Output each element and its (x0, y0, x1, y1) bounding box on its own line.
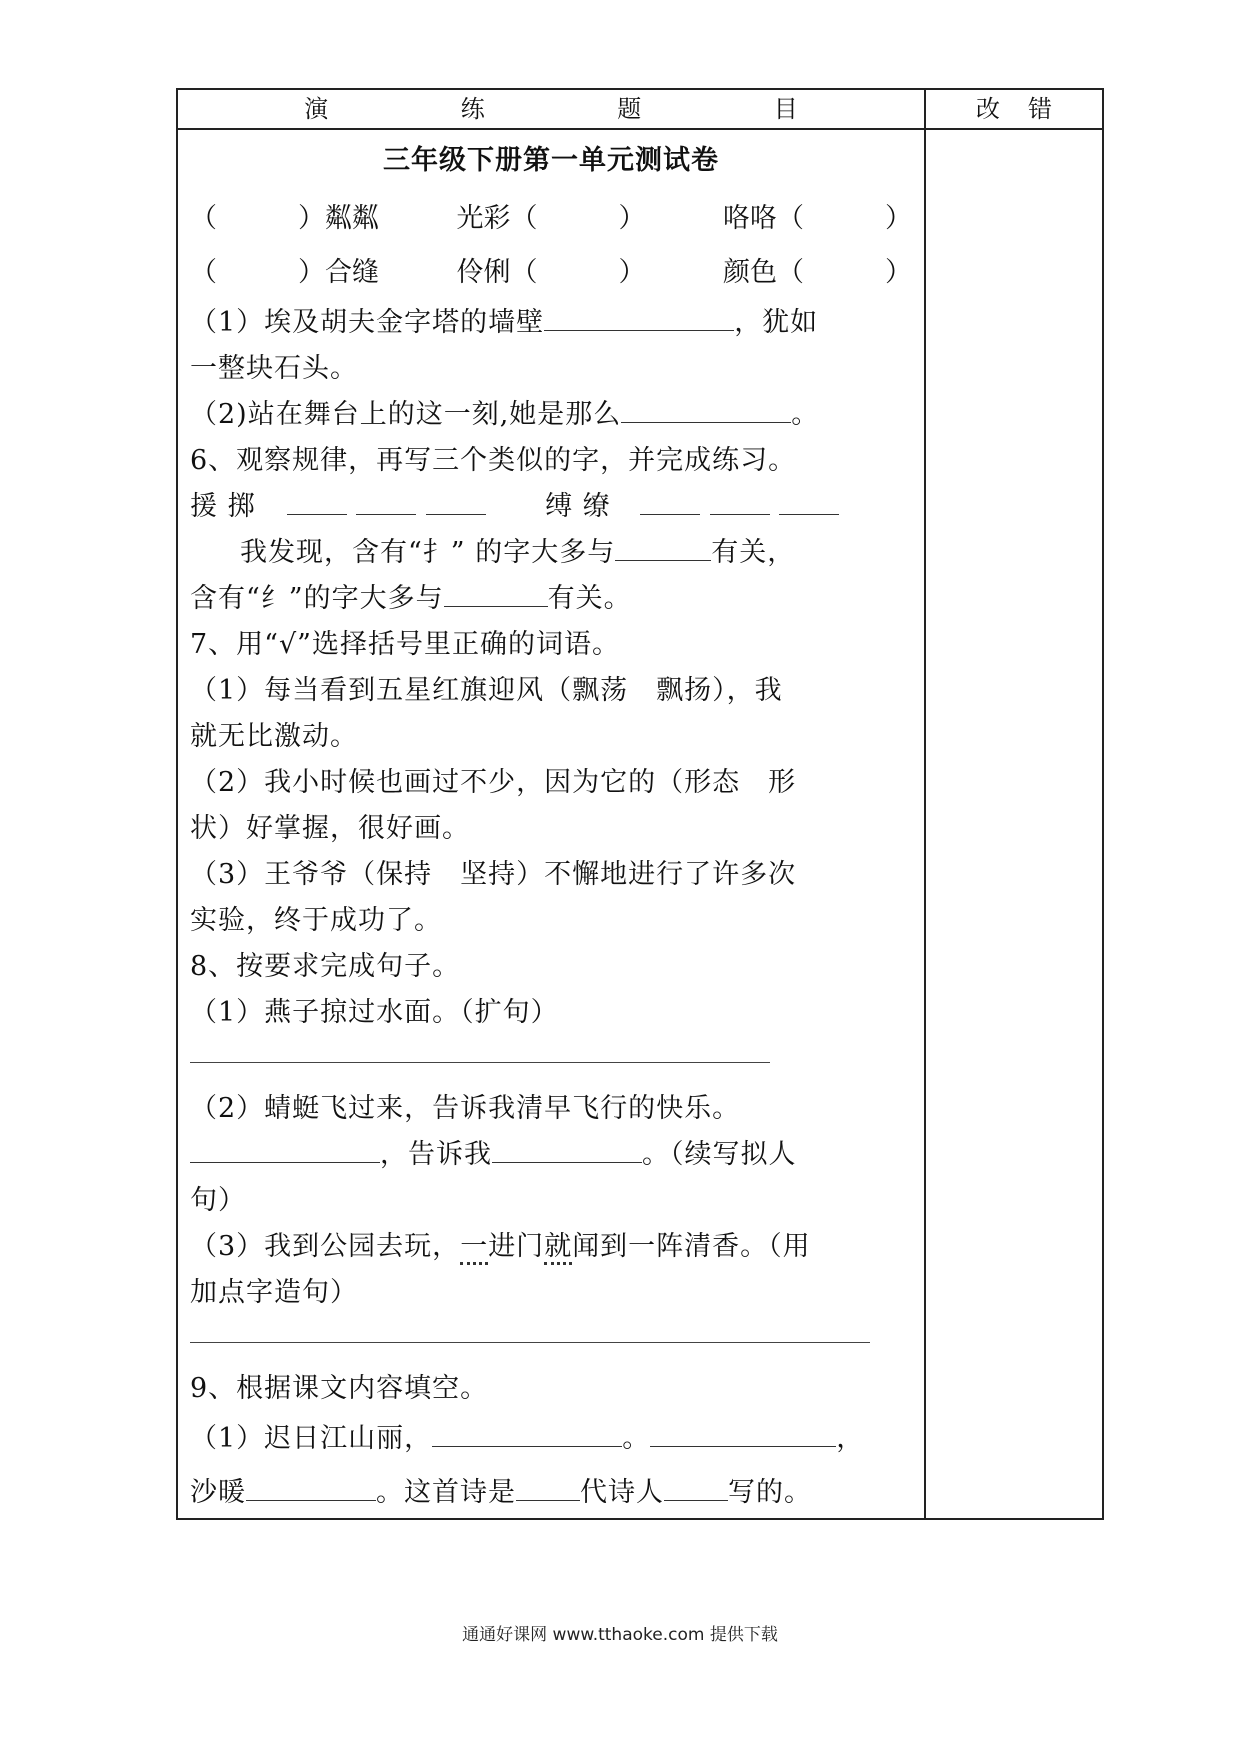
header-char: 演 (304, 95, 329, 123)
answer-blank[interactable] (650, 1416, 836, 1447)
q5-s1-text: （1）埃及胡夫金字塔的墙壁 (190, 307, 545, 338)
q9-s2-a: 。这首诗是 (376, 1477, 516, 1508)
answer-blank[interactable] (710, 484, 770, 515)
header-correction: 改错 (976, 95, 1080, 123)
q8-s1: （1）燕子掠过水面。（扩句） (190, 997, 559, 1028)
q6-find-1-end: 有关， (711, 537, 796, 568)
worksheet-table (176, 88, 1104, 1520)
answer-blank[interactable] (426, 484, 486, 515)
answer-blank[interactable] (246, 1470, 376, 1501)
answer-blank[interactable] (356, 484, 416, 515)
q5-s2-end: 。 (791, 399, 820, 430)
q7-s2b: 状）好掌握，很好画。 (190, 813, 470, 844)
q8-s2-cont: 句） (190, 1185, 246, 1216)
q9-s2 (190, 1466, 912, 1520)
q8-s3 (190, 1224, 912, 1270)
q9-s1-text: （1）迟日江山丽， (190, 1423, 433, 1454)
answer-blank[interactable] (444, 576, 548, 607)
q8-s3-cont: 加点字造句） (190, 1277, 358, 1308)
answer-line[interactable] (190, 1316, 912, 1366)
word-pair: （ ）粼粼 (190, 203, 379, 234)
q5-s1-end: ，犹如 (734, 307, 819, 338)
q5-sentence-1 (190, 300, 912, 346)
word-pair-row (190, 246, 912, 300)
answer-blank[interactable] (664, 1470, 728, 1501)
q6-find-2-text: 含有“纟”的字大多与 (190, 583, 444, 614)
q7-s2a: （2）我小时候也画过不少，因为它的（形态 形 (190, 767, 797, 798)
answer-blank[interactable] (190, 1132, 380, 1163)
q8-s3-pre: （3）我到公园去玩， (190, 1231, 461, 1262)
q9-s1-end: ， (836, 1423, 865, 1454)
q8-s2-end: 。（续写拟人 (642, 1139, 797, 1170)
q5-s2-text: （2)站在舞台上的这一刻,她是那么 (190, 399, 622, 430)
answer-blank[interactable] (615, 530, 711, 561)
q5-sentence-2 (190, 392, 912, 438)
header-char: 题 (617, 95, 642, 123)
header-exercise-title (178, 90, 924, 128)
q5-sentence-1-cont: 一整块石头。 (190, 353, 358, 384)
q8-s2: （2）蜻蜓飞过来，告诉我清早飞行的快乐。 (190, 1093, 741, 1124)
word-pair: 咯咯（ ） (723, 203, 912, 234)
answer-blank[interactable] (621, 392, 791, 423)
header-char: 目 (773, 95, 798, 123)
q6-characters (190, 484, 912, 530)
q8-s3-mid: 进门 (488, 1231, 545, 1262)
word-pair: 光彩（ ） (456, 203, 646, 234)
q9-s1 (190, 1412, 912, 1466)
header-char: 练 (460, 95, 485, 123)
q8-s2-fill (190, 1132, 912, 1178)
exercise-content (190, 130, 912, 1520)
dotted-char: 一 (460, 1231, 488, 1265)
q6-find-1-text: 我发现，含有“扌” 的字大多与 (240, 537, 616, 568)
answer-blank[interactable] (516, 1470, 580, 1501)
word-pair: 伶俐（ ） (456, 257, 646, 288)
q8-s2-mid: ，告诉我 (380, 1139, 492, 1170)
q9-s1-sep: 。 (622, 1423, 651, 1454)
q9-s2-text: 沙暖 (190, 1477, 246, 1508)
q7-s1a: （1）每当看到五星红旗迎风（飘荡 飘扬），我 (190, 675, 783, 706)
answer-blank[interactable] (779, 484, 839, 515)
q6-find-2-end: 有关。 (547, 583, 632, 614)
q8-s3-post: 闻到一阵清香。（用 (572, 1231, 811, 1262)
answer-blank[interactable] (492, 1132, 642, 1163)
answer-blank[interactable] (432, 1416, 622, 1447)
dotted-char: 就 (544, 1231, 572, 1265)
word-pair: 颜色（ ） (723, 257, 912, 288)
q6-finding-2 (190, 576, 912, 622)
answer-blank[interactable] (544, 300, 734, 331)
q7-s3a: （3）王爷爷（保持 坚持）不懈地进行了许多次 (190, 859, 797, 890)
test-title: 三年级下册第一单元测试卷 (383, 145, 719, 176)
column-divider (924, 90, 926, 1518)
q6-group-1: 援 掷 (190, 491, 256, 522)
answer-blank[interactable] (287, 484, 347, 515)
q8-title: 8、按要求完成句子。 (190, 951, 461, 982)
q7-title: 7、用“√”选择括号里正确的词语。 (190, 629, 620, 660)
word-pair: （ ）合缝 (190, 257, 379, 288)
q7-s3b: 实验，终于成功了。 (190, 905, 442, 936)
footer-credit: 通通好课网 www.tthaoke.com 提供下载 (462, 1625, 778, 1645)
q6-finding-1 (190, 530, 912, 576)
q9-s2-b: 代诗人 (580, 1477, 664, 1508)
q6-title: 6、观察规律，再写三个类似的字，并完成练习。 (190, 445, 797, 476)
answer-line[interactable] (190, 1036, 912, 1086)
q9-s2-c: 写的。 (728, 1477, 812, 1508)
q6-group-2: 缚 缭 (545, 491, 611, 522)
word-pair-row (190, 192, 912, 246)
answer-blank[interactable] (640, 484, 700, 515)
q9-title: 9、根据课文内容填空。 (190, 1373, 489, 1404)
q7-s1b: 就无比激动。 (190, 721, 358, 752)
